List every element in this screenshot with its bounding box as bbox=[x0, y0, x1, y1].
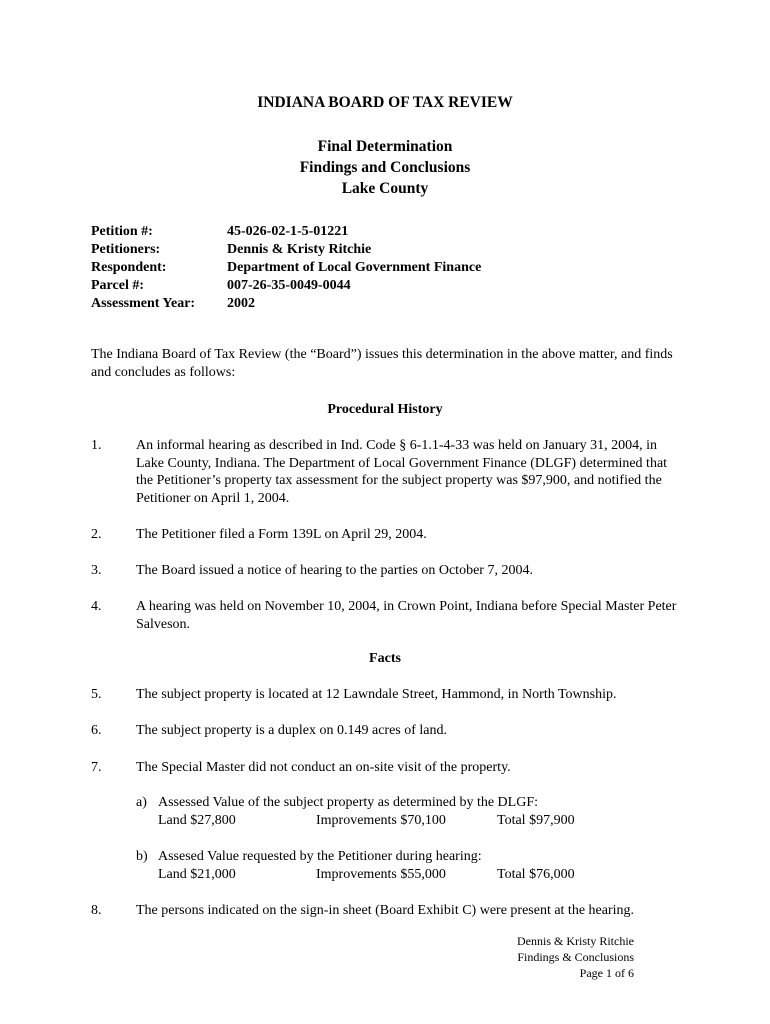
paragraph-text: The Board issued a notice of hearing to the parties on October 7, 2004. bbox=[136, 563, 533, 578]
value-row bbox=[158, 812, 696, 830]
land-value: Land $27,800 bbox=[158, 812, 236, 828]
paragraph-number: 1. bbox=[91, 438, 102, 453]
total-value: Total $76,000 bbox=[497, 866, 575, 882]
case-caption bbox=[91, 223, 481, 313]
caption-value: Department of Local Government Finance bbox=[227, 260, 482, 275]
total-value: Total $97,900 bbox=[497, 812, 575, 828]
paragraph-number: 4. bbox=[91, 599, 102, 614]
assessed-value-requested bbox=[136, 848, 696, 883]
numbered-paragraph bbox=[91, 722, 691, 740]
paragraph-number: 8. bbox=[91, 903, 102, 918]
caption-label: Parcel #: bbox=[91, 278, 144, 293]
caption-value: 45-026-02-1-5-01221 bbox=[227, 224, 349, 239]
caption-value: Dennis & Kristy Ritchie bbox=[227, 242, 372, 257]
improvements-value: Improvements $55,000 bbox=[316, 866, 446, 882]
caption-label: Respondent: bbox=[91, 260, 167, 275]
caption-row-petition bbox=[91, 223, 481, 241]
county-name: Lake County bbox=[341, 180, 429, 197]
sub-item-text: Assesed Value requested by the Petitioner during hearing: bbox=[158, 849, 482, 864]
sub-item-letter: b) bbox=[136, 849, 148, 864]
caption-label: Petitioners: bbox=[91, 242, 161, 257]
land-value: Land $21,000 bbox=[158, 866, 236, 882]
footer-document-type: Findings & Conclusions bbox=[517, 950, 634, 964]
caption-row-assessment-year bbox=[91, 295, 481, 313]
document-subtitle: Findings and Conclusions bbox=[299, 159, 471, 176]
sub-item-heading bbox=[136, 794, 696, 812]
paragraph-text: The subject property is located at 12 Lawndale Street, Hammond, in North Township. bbox=[136, 687, 617, 702]
caption-value: 2002 bbox=[227, 296, 255, 311]
paragraph-number: 6. bbox=[91, 723, 102, 738]
paragraph-number: 3. bbox=[91, 563, 102, 578]
improvements-value: Improvements $70,100 bbox=[316, 812, 446, 828]
assessed-value-dlgf bbox=[136, 794, 696, 829]
numbered-paragraph bbox=[91, 598, 691, 633]
section-heading-procedural-history: Procedural History bbox=[327, 402, 443, 417]
numbered-paragraph bbox=[91, 759, 691, 777]
caption-row-respondent bbox=[91, 259, 481, 277]
caption-label: Petition #: bbox=[91, 224, 153, 239]
sub-item-letter: a) bbox=[136, 795, 147, 810]
paragraph-text: A hearing was held on November 10, 2004, in Crown Point, Indiana before Special Master Peter Salveson. bbox=[136, 599, 677, 632]
intro-paragraph: The Indiana Board of Tax Review (the “Board”) issues this determination in the above matter, and finds and concludes as follows: bbox=[91, 347, 673, 380]
page-number: Page 1 of 6 bbox=[579, 966, 634, 980]
section-heading-facts: Facts bbox=[369, 651, 401, 666]
paragraph-text: An informal hearing as described in Ind. Code § 6-1.1-4-33 was held on January 31, 2004, in Lake County, Indiana. The Department of Local Government Finance (DLGF) determined that the Petitioner’s property tax assessment for the subject property was $97,900, and notified the Petitioner on April 1, 2004. bbox=[136, 438, 668, 506]
paragraph-text: The Special Master did not conduct an on-site visit of the property. bbox=[136, 760, 511, 775]
sub-item-heading bbox=[136, 848, 696, 866]
paragraph-text: The Petitioner filed a Form 139L on April 29, 2004. bbox=[136, 527, 427, 542]
numbered-paragraph bbox=[91, 437, 691, 507]
paragraph-text: The persons indicated on the sign-in sheet (Board Exhibit C) were present at the hearing. bbox=[136, 903, 635, 918]
paragraph-text: The subject property is a duplex on 0.149 acres of land. bbox=[136, 723, 448, 738]
footer-case-name: Dennis & Kristy Ritchie bbox=[517, 934, 634, 948]
numbered-paragraph bbox=[91, 902, 691, 920]
numbered-paragraph bbox=[91, 686, 691, 704]
sub-item-text: Assessed Value of the subject property as determined by the DLGF: bbox=[158, 795, 538, 810]
document-title: Final Determination bbox=[317, 138, 453, 155]
value-row bbox=[158, 866, 696, 884]
paragraph-number: 2. bbox=[91, 527, 102, 542]
agency-name: INDIANA BOARD OF TAX REVIEW bbox=[257, 94, 513, 111]
caption-label: Assessment Year: bbox=[91, 296, 196, 311]
caption-row-petitioners bbox=[91, 241, 481, 259]
caption-value: 007-26-35-0049-0044 bbox=[227, 278, 351, 293]
paragraph-number: 5. bbox=[91, 687, 102, 702]
caption-row-parcel bbox=[91, 277, 481, 295]
numbered-paragraph bbox=[91, 562, 691, 580]
numbered-paragraph bbox=[91, 526, 691, 544]
paragraph-number: 7. bbox=[91, 760, 102, 775]
page-footer bbox=[517, 933, 634, 981]
